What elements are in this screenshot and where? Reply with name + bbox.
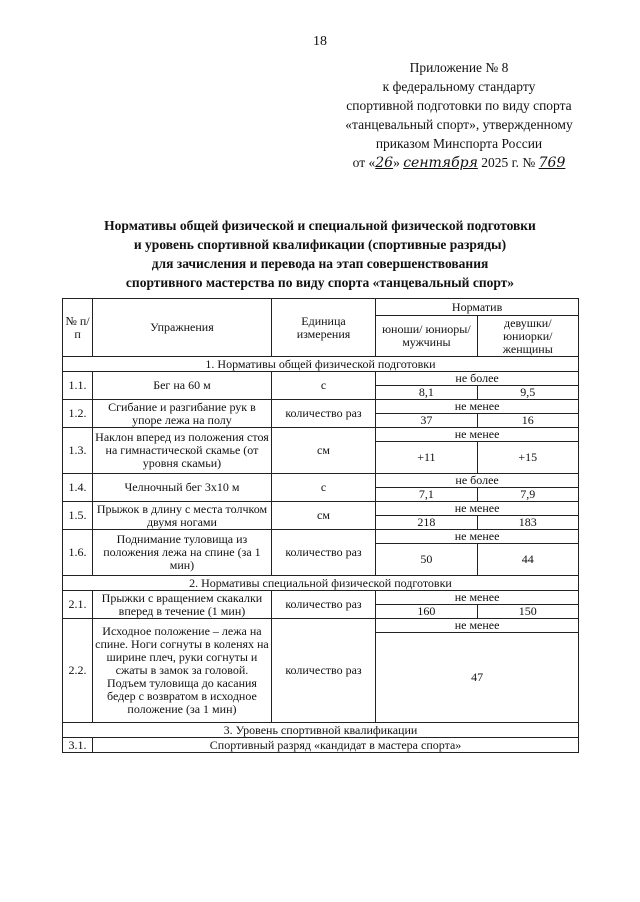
row-male-value: 8,1 — [376, 386, 477, 400]
section-2-title: 2. Нормативы специальной физической подготовки — [63, 576, 579, 591]
appendix-line-4: «танцевальный спорт», утвержденному — [345, 117, 573, 132]
header-num: № п/п — [63, 299, 93, 357]
row-unit: количество раз — [271, 530, 375, 576]
row-exercise: Бег на 60 м — [93, 372, 272, 400]
document-title — [60, 216, 580, 292]
row-condition: не менее — [376, 428, 579, 442]
appendix-line-3: спортивной подготовки по виду спорта — [346, 98, 572, 113]
row-male-value: +11 — [376, 442, 477, 474]
row-female-value: 44 — [477, 544, 578, 576]
row-exercise: Исходное положение – лежа на спине. Ноги согнуты в коленях на ширине плеч, руки согнуты и сжаты в замок за головой. Подъем туловища до касания бедер с возвратом в исходное положение (за 1 мин) — [93, 619, 272, 723]
date-year: 2025 г. № — [477, 155, 539, 170]
norms-table — [62, 298, 579, 753]
title-line-1: Нормативы общей физической и специальной физической подготовки — [104, 218, 536, 233]
row-number: 1.4. — [63, 474, 93, 502]
row-unit: количество раз — [271, 619, 375, 723]
row-female-value: 7,9 — [477, 488, 578, 502]
row-unit: с — [271, 372, 375, 400]
header-exercise: Упражнения — [93, 299, 272, 357]
header-male: юноши/ юниоры/ мужчины — [376, 316, 477, 357]
row-female-value: +15 — [477, 442, 578, 474]
row-unit: количество раз — [271, 591, 375, 619]
row-male-value: 160 — [376, 605, 477, 619]
title-line-2: и уровень спортивной квалификации (спортивные разряды) — [133, 237, 507, 252]
row-unit: см — [271, 502, 375, 530]
row-common-value: 47 — [376, 633, 579, 723]
row-male-value: 50 — [376, 544, 477, 576]
header-female: девушки/ юниорки/ женщины — [477, 316, 578, 357]
row-number: 1.2. — [63, 400, 93, 428]
row-number: 3.1. — [63, 738, 93, 753]
row-condition: не менее — [376, 591, 579, 605]
date-day: 26 — [375, 155, 394, 171]
row-unit: с — [271, 474, 375, 502]
row-condition: не менее — [376, 502, 579, 516]
row-number: 1.6. — [63, 530, 93, 576]
title-line-4: спортивного мастерства по виду спорта «танцевальный спорт» — [125, 275, 515, 290]
section-1-title: 1. Нормативы общей физической подготовки — [63, 357, 579, 372]
row-exercise: Прыжки с вращением скакалки вперед в течение (1 мин) — [93, 591, 272, 619]
header-unit: Единица измерения — [271, 299, 375, 357]
row-unit: см — [271, 428, 375, 474]
appendix-line-2: к федеральному стандарту — [382, 79, 536, 94]
row-male-value: 218 — [376, 516, 477, 530]
row-female-value: 9,5 — [477, 386, 578, 400]
row-female-value: 150 — [477, 605, 578, 619]
row-exercise: Челночный бег 3x10 м — [93, 474, 272, 502]
row-condition: не менее — [376, 619, 579, 633]
order-number: 769 — [538, 155, 566, 171]
row-number: 2.1. — [63, 591, 93, 619]
row-male-value: 37 — [376, 414, 477, 428]
row-exercise: Наклон вперед из положения стоя на гимнастической скамье (от уровня скамьи) — [93, 428, 272, 474]
row-exercise: Прыжок в длину с места толчком двумя ногами — [93, 502, 272, 530]
date-month: сентября — [403, 155, 478, 171]
row-condition: не менее — [376, 400, 579, 414]
appendix-line-5: приказом Минспорта России — [375, 136, 543, 151]
page-number: 18 — [313, 34, 327, 49]
appendix-title: Приложение № 8 — [409, 60, 509, 75]
row-condition: не менее — [376, 530, 579, 544]
row-number: 2.2. — [63, 619, 93, 723]
date-mid: » — [393, 155, 404, 170]
row-exercise: Сгибание и разгибание рук в упоре лежа на полу — [93, 400, 272, 428]
row-unit: количество раз — [271, 400, 375, 428]
row-condition: не более — [376, 474, 579, 488]
row-qualification: Спортивный разряд «кандидат в мастера спорта» — [93, 738, 579, 753]
row-exercise: Поднимание туловища из положения лежа на спине (за 1 мин) — [93, 530, 272, 576]
title-line-3: для зачисления и перевода на этап совершенствования — [151, 256, 489, 271]
appendix-date-line — [334, 153, 584, 173]
row-female-value: 16 — [477, 414, 578, 428]
date-prefix: от « — [352, 155, 376, 170]
row-number: 1.1. — [63, 372, 93, 400]
appendix-header — [334, 58, 584, 173]
row-number: 1.5. — [63, 502, 93, 530]
row-male-value: 7,1 — [376, 488, 477, 502]
row-female-value: 183 — [477, 516, 578, 530]
row-number: 1.3. — [63, 428, 93, 474]
row-condition: не более — [376, 372, 579, 386]
section-3-title: 3. Уровень спортивной квалификации — [63, 723, 579, 738]
header-norm: Норматив — [376, 299, 579, 316]
